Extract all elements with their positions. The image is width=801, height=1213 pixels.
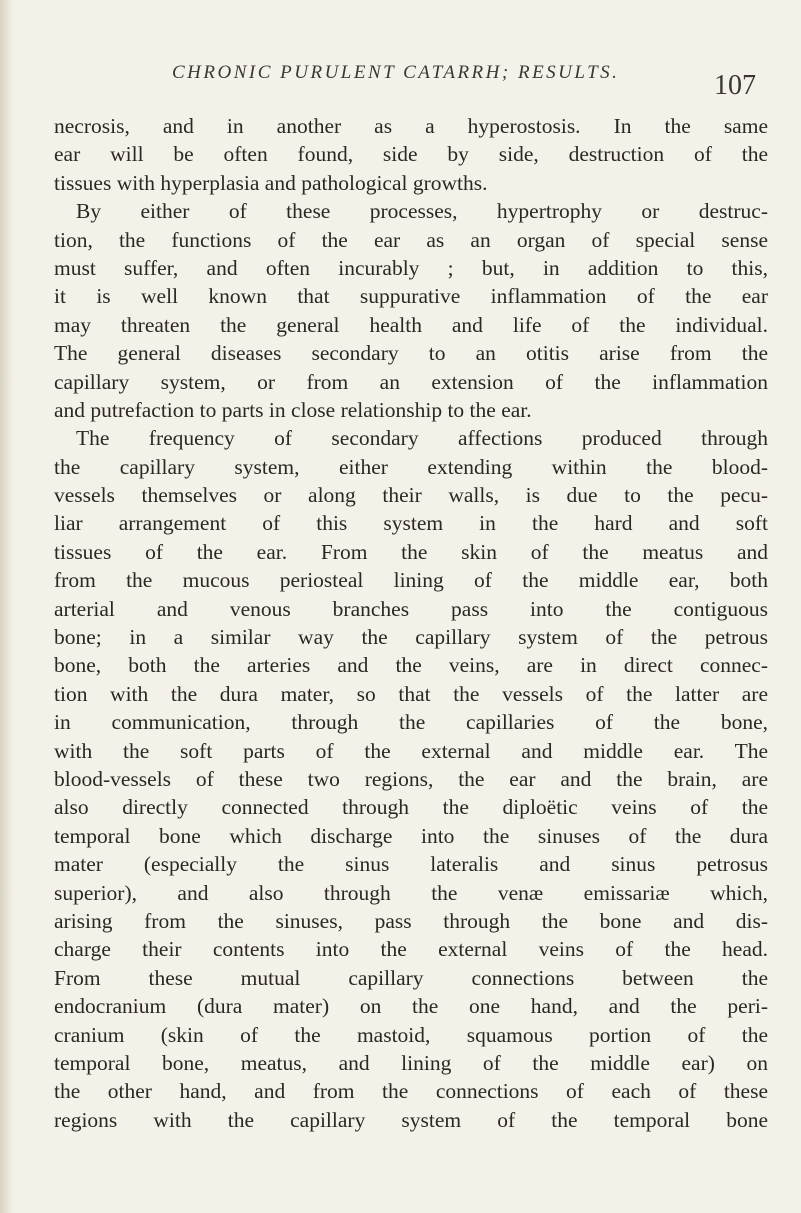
text-line: capillary system, or from an extension of the inflammation [54, 369, 768, 394]
text-line: temporal bone, meatus, and lining of the middle ear) on [54, 1050, 768, 1075]
text-line: tissues with hyperplasia and pathological growths. [54, 170, 488, 195]
text-line: superior), and also through the venæ emissariæ which, [54, 880, 768, 905]
text-line: liar arrangement of this system in the hard and soft [54, 511, 768, 536]
text-line: necrosis, and in another as a hyperostosis. In the same [54, 114, 768, 138]
text-line: also directly connected through the diploëtic veins of the [54, 795, 768, 820]
text-line: ear will be often found, side by side, destruction of the [54, 142, 768, 167]
text-line: vessels themselves or along their walls, is due to the pecu- [54, 483, 768, 508]
text-line: in communication, through the capillaries of the bone, [54, 710, 768, 735]
text-line: cranium (skin of the mastoid, squamous portion of the [54, 1022, 768, 1047]
text-line: By either of these processes, hypertrophy or destruc- [76, 199, 768, 224]
text-line: mater (especially the sinus lateralis and sinus petrosus [54, 852, 768, 877]
text-line: endocranium (dura mater) on the one hand, and the peri- [54, 994, 768, 1019]
text-line: it is well known that suppurative inflammation of the ear [54, 284, 768, 309]
text-line: The frequency of secondary affections produced through [76, 426, 768, 451]
text-line: tion, the functions of the ear as an organ of special sense [54, 227, 768, 252]
text-line: The general diseases secondary to an otitis arise from the [54, 341, 768, 366]
text-line: bone, both the arteries and the veins, are in direct connec- [54, 653, 768, 678]
text-line: charge their contents into the external veins of the head. [54, 937, 768, 962]
running-head: CHRONIC PURULENT CATARRH; RESULTS. [172, 62, 620, 83]
body-text [54, 112, 768, 1134]
text-line: from the mucous periosteal lining of the middle ear, both [54, 568, 768, 593]
text-line: tissues of the ear. From the skin of the meatus and [54, 539, 768, 564]
text-line: bone; in a similar way the capillary system of the petrous [54, 625, 768, 650]
text-line: must suffer, and often incurably ; but, in addition to this, [54, 255, 768, 280]
text-line: and putrefaction to parts in close relationship to the ear. [54, 397, 532, 422]
text-line: arterial and venous branches pass into the contiguous [54, 596, 768, 621]
text-line: with the soft parts of the external and middle ear. The [54, 738, 768, 763]
text-line: tion with the dura mater, so that the vessels of the latter are [54, 681, 768, 706]
page-binding-edge [0, 0, 14, 1213]
text-line: arising from the sinuses, pass through the bone and dis- [54, 908, 768, 933]
text-line: From these mutual capillary connections between the [54, 965, 768, 990]
text-line: temporal bone which discharge into the sinuses of the dura [54, 823, 768, 848]
text-line: the capillary system, either extending within the blood- [54, 454, 768, 479]
text-line: regions with the capillary system of the temporal bone [54, 1107, 768, 1132]
page-number: 107 [714, 70, 756, 101]
text-line: may threaten the general health and life of the individual. [54, 312, 768, 337]
text-line: the other hand, and from the connections of each of these [54, 1079, 768, 1104]
text-line: blood-vessels of these two regions, the ear and the brain, are [54, 766, 768, 791]
